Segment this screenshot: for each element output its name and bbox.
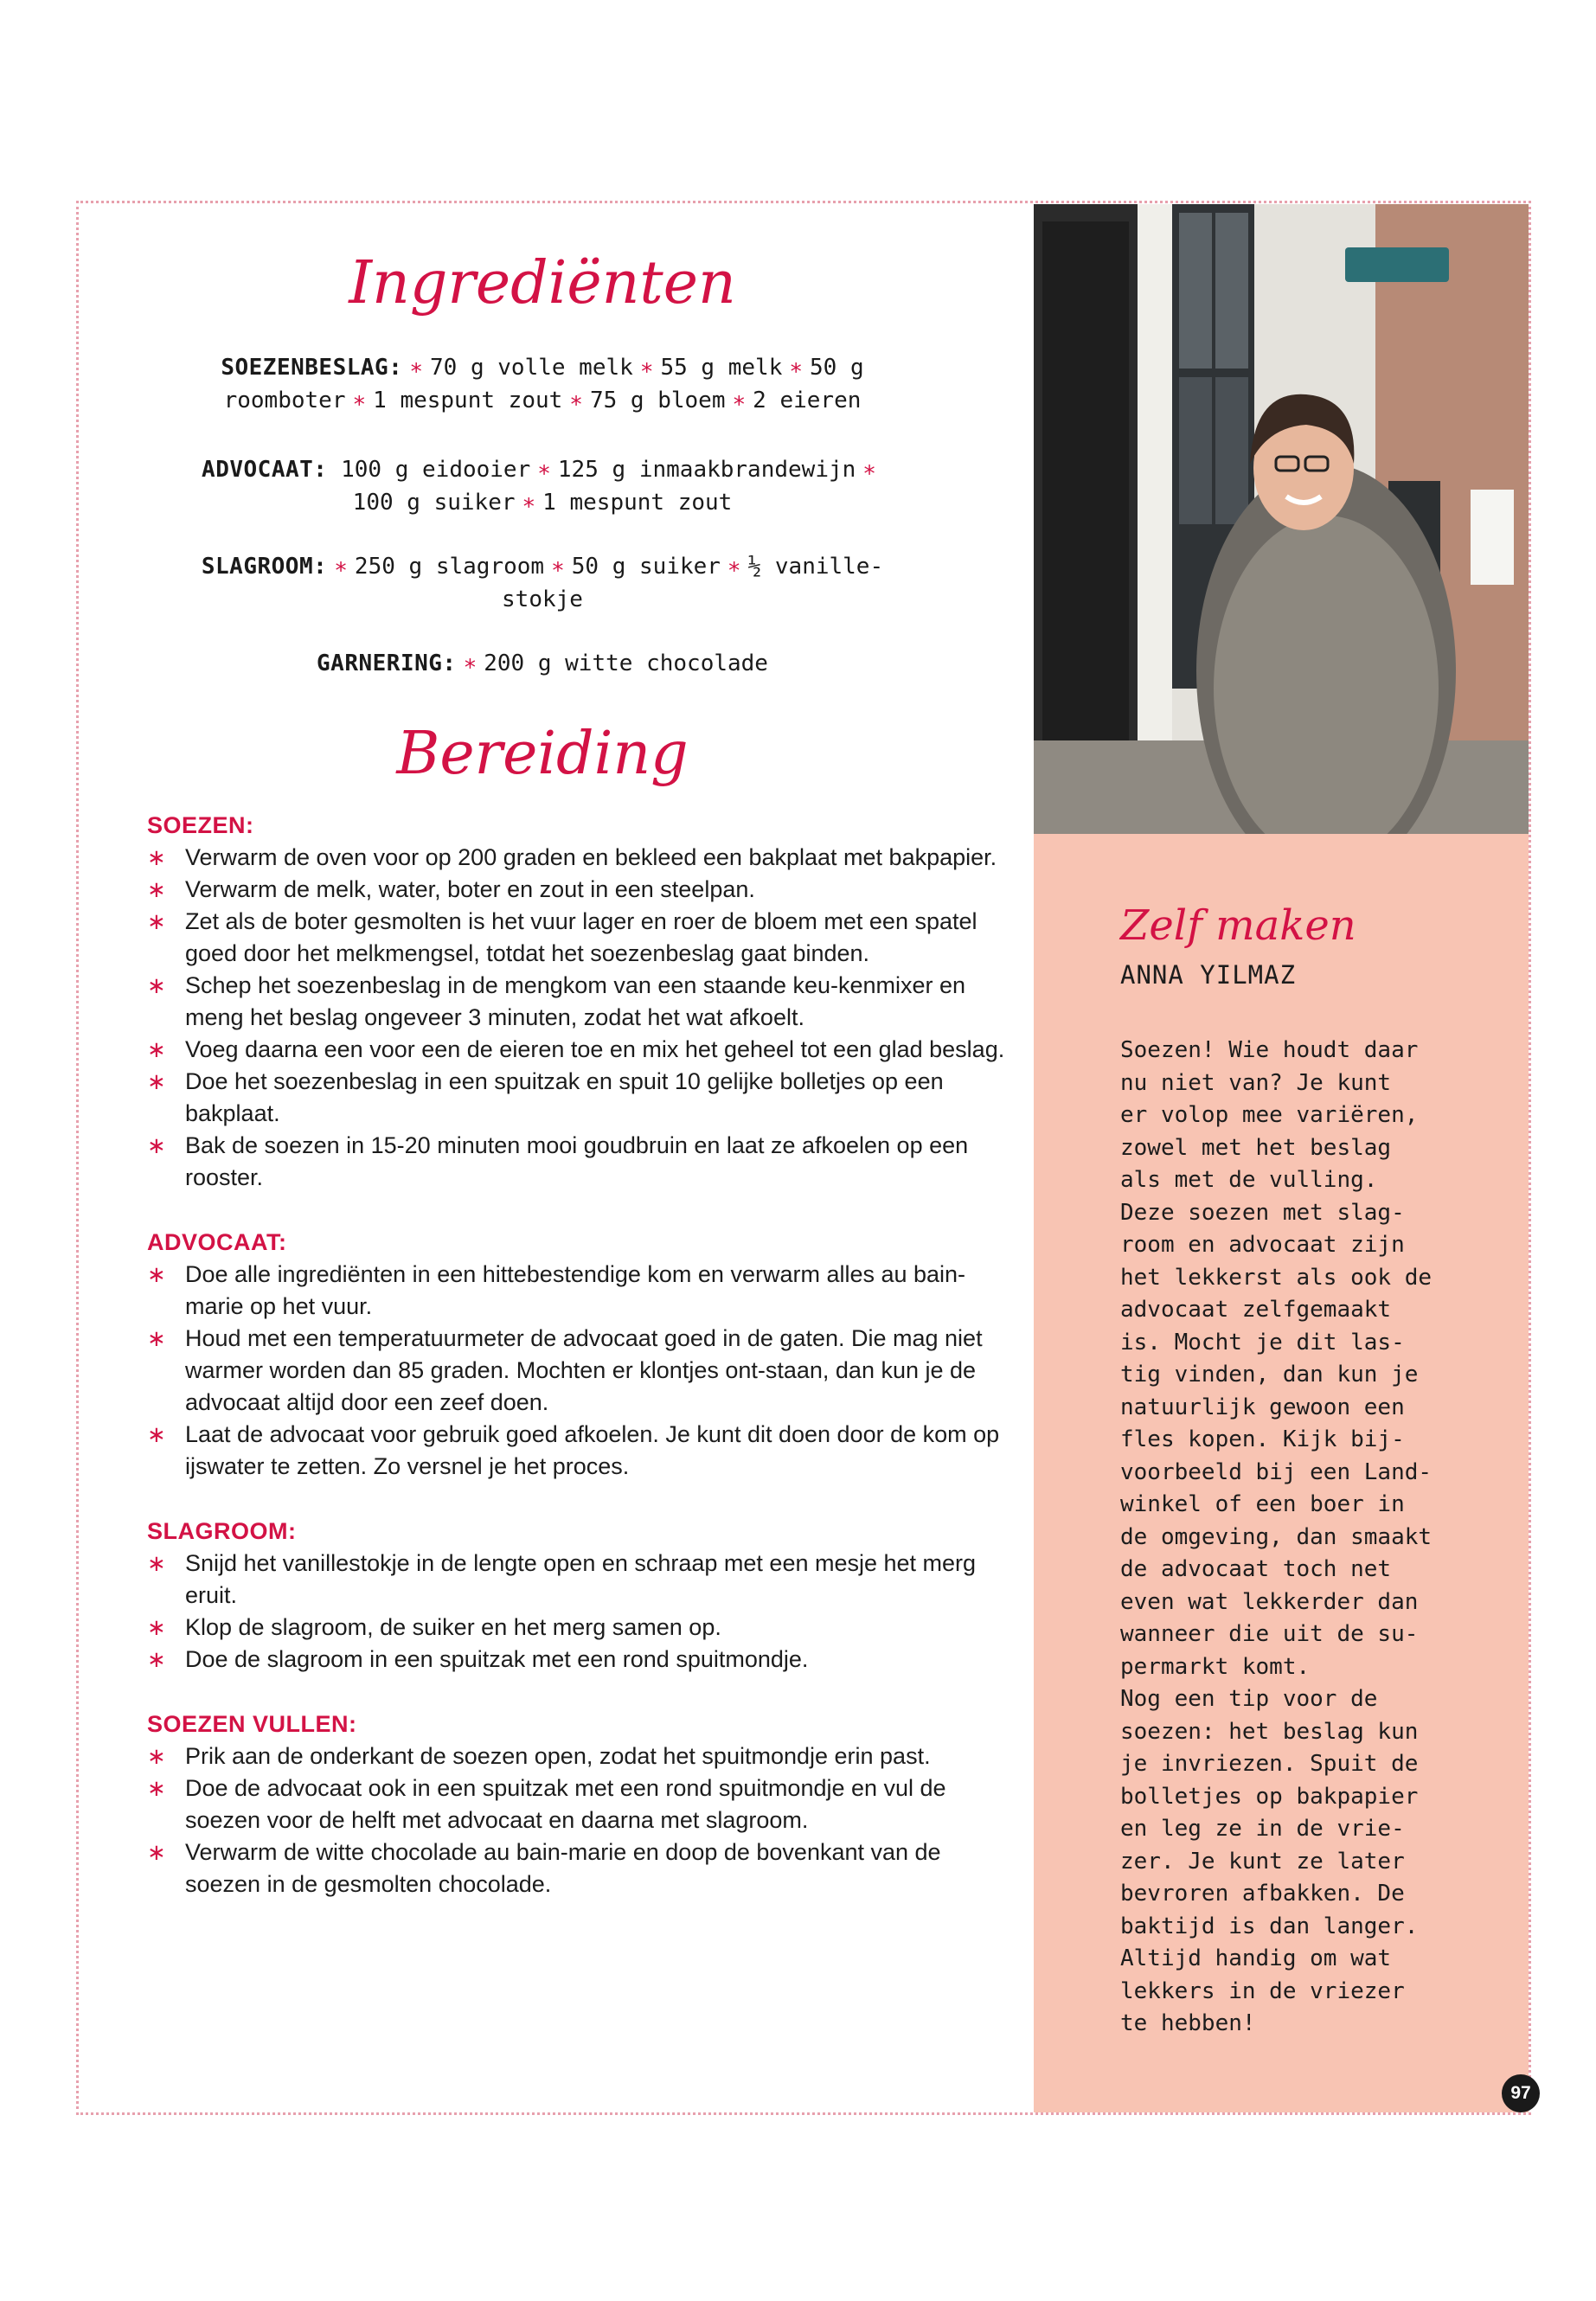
sidebar-line: nu niet van? Je kunt	[1120, 1069, 1392, 1096]
step-item: ∗ Zet als de boter gesmolten is het vuur lager en roer de bloem met een spatel goed door het melkmengsel, totdat het soezenbeslag gaat binden.	[147, 908, 977, 966]
sidebar-line: je invriezen. Spuit de	[1120, 1751, 1419, 1777]
sidebar-line: winkel of een boer in	[1120, 1491, 1405, 1517]
sidebar-line: als met de vulling.	[1120, 1167, 1378, 1193]
ingredients-title: Ingrediënten	[349, 249, 736, 317]
sidebar-line: permarkt komt.	[1120, 1653, 1311, 1680]
step-item: ∗ Doe het soezenbeslag in een spuitzak en spuit 10 gelijke bolletjes op een bakplaat.	[147, 1068, 944, 1126]
step-item: ∗ Doe de slagroom in een spuitzak met een rond spuitmondje.	[147, 1646, 809, 1672]
photo-illustration	[1034, 204, 1529, 834]
sidebar-line: even wat lekkerder dan	[1120, 1588, 1419, 1615]
sidebar-line: zowel met het beslag	[1120, 1134, 1392, 1161]
ingredient-label: ADVOCAAT:	[202, 457, 328, 483]
step-item: ∗ Verwarm de melk, water, boter en zout in een steelpan.	[147, 876, 755, 902]
step-item: ∗ Klop de slagroom, de suiker en het merg samen op.	[147, 1614, 721, 1640]
author-photo	[1034, 204, 1529, 834]
step-item: ∗ Bak de soezen in 15-20 minuten mooi goudbruin en laat ze afkoelen op een rooster.	[147, 1132, 969, 1190]
sidebar	[1034, 834, 1529, 2112]
sidebar-line: te hebben!	[1120, 2010, 1256, 2036]
sidebar-line: Nog een tip voor de	[1120, 1686, 1378, 1712]
section-title: SOEZEN:	[147, 812, 254, 838]
section-soezen-vullen	[147, 1708, 1021, 1900]
sidebar-line: Soezen! Wie houdt daar	[1120, 1037, 1419, 1063]
step-item: ∗ Laat de advocaat voor gebruik goed afkoelen. Je kunt dit doen door de kom op ijswater te zetten. Zo versnel je het proces.	[147, 1421, 1000, 1479]
sidebar-line: tig vinden, dan kun je	[1120, 1362, 1419, 1388]
step-item: ∗ Doe de advocaat ook in een spuitzak met een rond spuitmondje en vul de soezen voor de helft met advocaat en daarna met slagroom.	[147, 1775, 946, 1833]
ingredients-advocaat: ADVOCAAT: 100 g eidooier ∗ 125 g inmaakbrandewijn ∗ 100 g suiker ∗ 1 mespunt zout	[202, 457, 876, 516]
section-title: ADVOCAAT:	[147, 1229, 287, 1255]
recipe-column	[80, 204, 1034, 2112]
step-item: ∗ Snijd het vanillestokje in de lengte open en schraap met een mesje het merg eruit.	[147, 1550, 977, 1608]
sidebar-text	[1120, 1035, 1492, 2041]
sidebar-line: bevroren afbakken. De	[1120, 1881, 1405, 1907]
step-item: ∗ Voeg daarna een voor een de eieren toe en mix het geheel tot een glad beslag.	[147, 1036, 1005, 1062]
section-soezen	[147, 810, 1021, 1194]
ingredient-label: SOEZENBESLAG:	[221, 355, 403, 381]
sidebar-line: de advocaat toch net	[1120, 1556, 1392, 1582]
sidebar-line: er volop mee variëren,	[1120, 1102, 1419, 1128]
ingredient-label: SLAGROOM:	[201, 554, 328, 580]
sidebar-line: Altijd handig om wat	[1120, 1945, 1392, 1971]
section-slagroom	[147, 1516, 1021, 1676]
section-title: SLAGROOM:	[147, 1518, 297, 1544]
sidebar-line: room en advocaat zijn	[1120, 1232, 1405, 1258]
sidebar-line: het lekkerst als ook de	[1120, 1264, 1433, 1291]
sidebar-title: Zelf maken	[1120, 901, 1356, 950]
step-item: ∗ Verwarm de oven voor op 200 graden en bekleed een bakplaat met bakpapier.	[147, 844, 997, 870]
sidebar-line: baktijd is dan langer.	[1120, 1913, 1419, 1939]
ingredients-garnering: GARNERING: ∗ 200 g witte chocolade	[317, 651, 768, 676]
sidebar-line: advocaat zelfgemaakt	[1120, 1297, 1392, 1323]
section-title: SOEZEN VULLEN:	[147, 1711, 357, 1737]
step-item: ∗ Verwarm de witte chocolade au bain-marie en doop de bovenkant van de soezen in de gesmolten chocolade.	[147, 1839, 941, 1897]
bereiding-title: Bereiding	[396, 720, 689, 788]
sidebar-line: soezen: het beslag kun	[1120, 1718, 1419, 1745]
ingredients-soezenbeslag: SOEZENBESLAG: ∗ 70 g volle melk ∗ 55 g melk ∗ 50 g roomboter ∗ 1 mespunt zout ∗ 75 g bloem ∗ 2 eieren	[221, 355, 864, 413]
sidebar-author: ANNA YILMAZ	[1120, 960, 1297, 990]
section-advocaat	[147, 1227, 1021, 1483]
page-number: 97	[1502, 2074, 1540, 2112]
sidebar-line: de omgeving, dan smaakt	[1120, 1523, 1433, 1550]
ingredients-slagroom: SLAGROOM: ∗ 250 g slagroom ∗ 50 g suiker ∗ ½ vanille- stokje	[201, 554, 884, 612]
sidebar-line: zer. Je kunt ze later	[1120, 1848, 1405, 1875]
sidebar-line: Deze soezen met slag-	[1120, 1199, 1405, 1226]
step-item: ∗ Schep het soezenbeslag in de mengkom van een staande keu-kenmixer en meng het beslag ongeveer 3 minuten, zodat het wat afkoelt.	[147, 972, 966, 1030]
sidebar-line: wanneer die uit de su-	[1120, 1621, 1419, 1647]
step-item: ∗ Prik aan de onderkant de soezen open, zodat het spuitmondje erin past.	[147, 1743, 931, 1769]
ingredient-label: GARNERING:	[317, 651, 457, 676]
sidebar-line: en leg ze in de vrie-	[1120, 1816, 1405, 1842]
step-item: ∗ Doe alle ingrediënten in een hittebestendige kom en verwarm alles au bain-marie op het vuur.	[147, 1261, 966, 1319]
sidebar-line: voorbeeld bij een Land-	[1120, 1458, 1433, 1485]
preparation-steps	[147, 810, 1021, 1933]
sidebar-line: is. Mocht je dit las-	[1120, 1329, 1405, 1356]
sidebar-line: lekkers in de vriezer	[1120, 1977, 1405, 2004]
sidebar-line: fles kopen. Kijk bij-	[1120, 1426, 1405, 1452]
sidebar-line: natuurlijk gewoon een	[1120, 1394, 1405, 1420]
sidebar-line: bolletjes op bakpapier	[1120, 1783, 1419, 1810]
step-item: ∗ Houd met een temperatuurmeter de advocaat goed in de gaten. Die mag niet warmer worden dan 85 graden. Mochten er klontjes ont-staan, dan kun je de advocaat altijd door een zeef doen.	[147, 1325, 983, 1415]
